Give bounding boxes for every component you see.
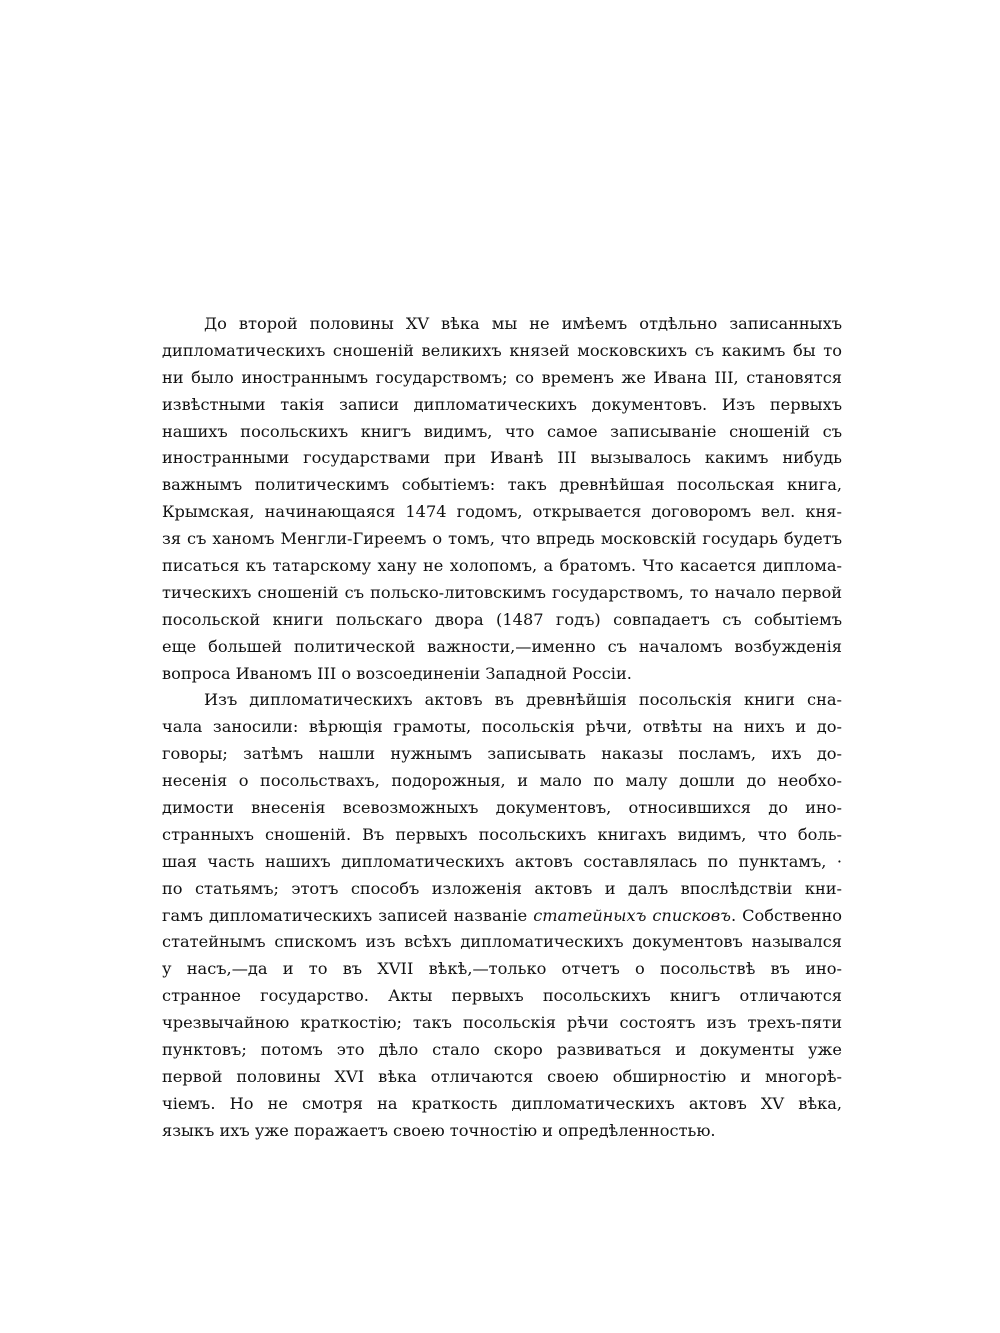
- paragraph-2-line-12: странное государство. Акты первыхъ посольскихъ книгъ отличаются: [162, 986, 842, 1006]
- paragraph-2-line-2: чала заносили: вѣрющія грамоты, посольскія рѣчи, отвѣты на нихъ и до-: [162, 717, 842, 737]
- paragraph-2-line-13: чрезвычайною краткостію; такъ посольскія рѣчи состоятъ изъ трехъ-пяти: [162, 1013, 842, 1033]
- paragraph-1-line-8: Крымская, начинающаяся 1474 годомъ, открывается договоромъ вел. кня-: [162, 502, 842, 522]
- paragraph-2-line-14: пунктовъ; потомъ это дѣло стало скоро развиваться и документы уже: [162, 1040, 842, 1060]
- paragraph-2-line-8: по статьямъ; этотъ способъ изложенія актовъ и далъ впослѣдствіи кни-: [162, 878, 842, 898]
- page-text: [162, 311, 842, 1145]
- paragraph-1-line-11: тическихъ сношеній съ польско-литовскимъ государствомъ, то начало первой: [162, 582, 842, 602]
- italic-term: статейныхъ списковъ: [533, 905, 731, 925]
- paragraph-2-line-6: странныхъ сношеній. Въ первыхъ посольскихъ книгахъ видимъ, что боль-: [162, 824, 842, 844]
- paragraph-2-line-15: первой половины XVI вѣка отличаются своею обширностію и многорѣ-: [162, 1066, 842, 1086]
- paragraph-2-line-1: Изъ дипломатическихъ актовъ въ древнѣйшія посольскія книги сна-: [204, 690, 842, 710]
- paragraph-1-line-3: ни было иностраннымъ государствомъ; со временъ же Ивана III, становятся: [162, 367, 842, 387]
- paragraph-1-line-6: иностранными государствами при Иванѣ III вызывалось какимъ нибудь: [162, 448, 842, 468]
- paragraph-1-line-5: нашихъ посольскихъ книгъ видимъ, что самое записываніе сношеній съ: [162, 421, 842, 441]
- paragraph-2-line-16: чіемъ. Но не смотря на краткость дипломатическихъ актовъ XV вѣка,: [162, 1093, 842, 1113]
- paragraph-1-line-9: зя съ ханомъ Менгли-Гиреемъ о томъ, что впредь московскій государь будетъ: [162, 529, 842, 549]
- paragraph-2-line-9: [162, 903, 842, 930]
- paragraph-2-line-7: шая часть нашихъ дипломатическихъ актовъ составлялась по пунктамъ, ·: [162, 851, 842, 871]
- paragraph-1-line-14: вопроса Иваномъ III о возсоединеніи Западной Россіи.: [162, 663, 632, 683]
- paragraph-1-line-12: посольской книги польскаго двора (1487 годъ) совпадаетъ съ событіемъ: [162, 609, 842, 629]
- line-text-after-italic: . Собственно: [730, 905, 842, 925]
- line-text-before-italic: гамъ дипломатическихъ записей названіе: [162, 905, 534, 925]
- paragraph-2-line-4: несенія о посольствахъ, подорожныя, и мало по малу дошли до необхо-: [162, 771, 842, 791]
- paragraph-2-line-3: говоры; затѣмъ нашли нужнымъ записывать наказы посламъ, ихъ до-: [162, 744, 842, 764]
- paragraph-1-line-2: дипломатическихъ сношеній великихъ князей московскихъ съ какимъ бы то: [162, 340, 842, 360]
- paragraph-2-line-5: димости внесенія всевозможныхъ документовъ, относившихся до ино-: [162, 798, 842, 818]
- paragraph-2-line-11: у насъ,—да и то въ XVII вѣкѣ,—только отчетъ о посольствѣ въ ино-: [162, 959, 842, 979]
- paragraph-1-line-1: До второй половины XV вѣка мы не имѣемъ отдѣльно записанныхъ: [204, 314, 842, 333]
- paragraph-1-line-10: писаться къ татарскому хану не холопомъ, а братомъ. Что касается диплома-: [162, 556, 842, 576]
- paragraph-2-line-10: статейнымъ спискомъ изъ всѣхъ дипломатическихъ документовъ назывался: [162, 932, 842, 952]
- paragraph-1-line-4: извѣстными такія записи дипломатическихъ документовъ. Изъ первыхъ: [162, 394, 842, 414]
- paragraph-2-line-17: языкъ ихъ уже поражаетъ своею точностію и опредѣленностью.: [162, 1120, 716, 1140]
- paragraph-1-line-13: еще большей политической важности,—именно съ началомъ возбужденія: [162, 636, 842, 656]
- paragraph-1-line-7: важнымъ политическимъ событіемъ: такъ древнѣйшая посольская книга,: [162, 475, 842, 495]
